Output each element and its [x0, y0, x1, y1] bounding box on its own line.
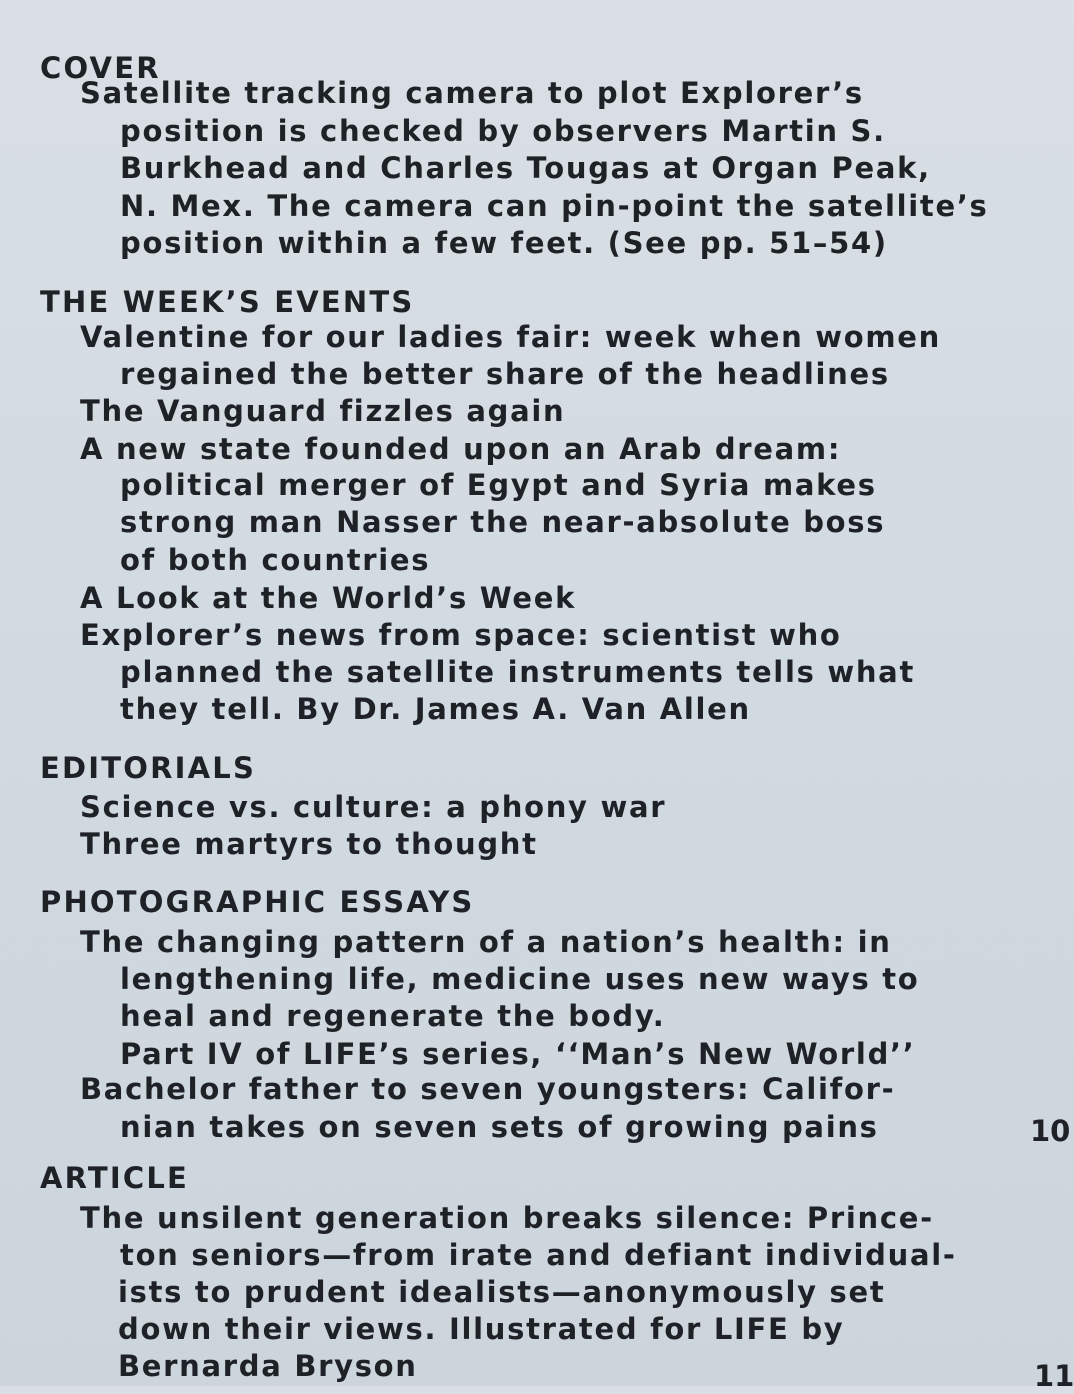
entry-line: down their views. Illustrated for LIFE by: [118, 1312, 845, 1346]
entry-line: Science vs. culture: a phony war: [80, 790, 667, 824]
entry-line: planned the satellite instruments tells what: [120, 655, 916, 689]
entry-line: of both countries: [120, 543, 431, 577]
section-heading-cover: COVER: [40, 51, 161, 85]
entry-line: Burkhead and Charles Tougas at Organ Peak,: [120, 151, 931, 185]
entry-line: Bachelor father to seven youngsters: Califor-: [80, 1072, 896, 1106]
entry-line: strong man Nasser the near-absolute boss: [120, 505, 886, 539]
entry-line: Explorer’s news from space: scientist who: [80, 618, 842, 652]
section-heading-photographic-essays: PHOTOGRAPHIC ESSAYS: [40, 885, 475, 919]
entry-line: A Look at the World’s Week: [80, 581, 577, 615]
entry-line: Bernarda Bryson: [118, 1349, 418, 1383]
entry-line: Three martyrs to thought: [80, 827, 538, 861]
entry-line: heal and regenerate the body.: [120, 999, 666, 1033]
page-number: 10: [1030, 1114, 1071, 1148]
entry-line: regained the better share of the headlines: [120, 357, 890, 391]
section-heading-editorials: EDITORIALS: [40, 751, 257, 785]
entry-line: nian takes on seven sets of growing pains: [120, 1110, 879, 1144]
entry-line: Satellite tracking camera to plot Explorer’s: [80, 76, 864, 110]
entry-line: they tell. By Dr. James A. Van Allen: [120, 692, 751, 726]
entry-line: political merger of Egypt and Syria makes: [120, 468, 877, 502]
entry-line: The changing pattern of a nation’s health: in: [80, 925, 892, 959]
section-heading-weeks-events: THE WEEK’S EVENTS: [40, 285, 415, 319]
entry-line: The Vanguard fizzles again: [80, 394, 566, 428]
entry-line: A new state founded upon an Arab dream:: [80, 432, 842, 466]
entry-line: The unsilent generation breaks silence: Prince-: [80, 1201, 934, 1235]
entry-line: N. Mex. The camera can pin-point the satellite’s: [120, 189, 989, 223]
entry-line: lengthening life, medicine uses new ways to: [120, 962, 920, 996]
entry-line: ists to prudent idealists—anonymously set: [118, 1275, 886, 1309]
entry-line: ton seniors—from irate and defiant individual-: [120, 1238, 957, 1272]
page-number: 11: [1034, 1359, 1074, 1393]
entry-line: Valentine for our ladies fair: week when women: [80, 320, 941, 354]
entry-line: Part IV of LIFE’s series, ‘‘Man’s New World’’: [120, 1037, 916, 1071]
entry-line: position is checked by observers Martin S.: [120, 114, 886, 148]
section-heading-article: ARTICLE: [40, 1161, 190, 1195]
entry-line: position within a few feet. (See pp. 51–54): [120, 226, 888, 260]
